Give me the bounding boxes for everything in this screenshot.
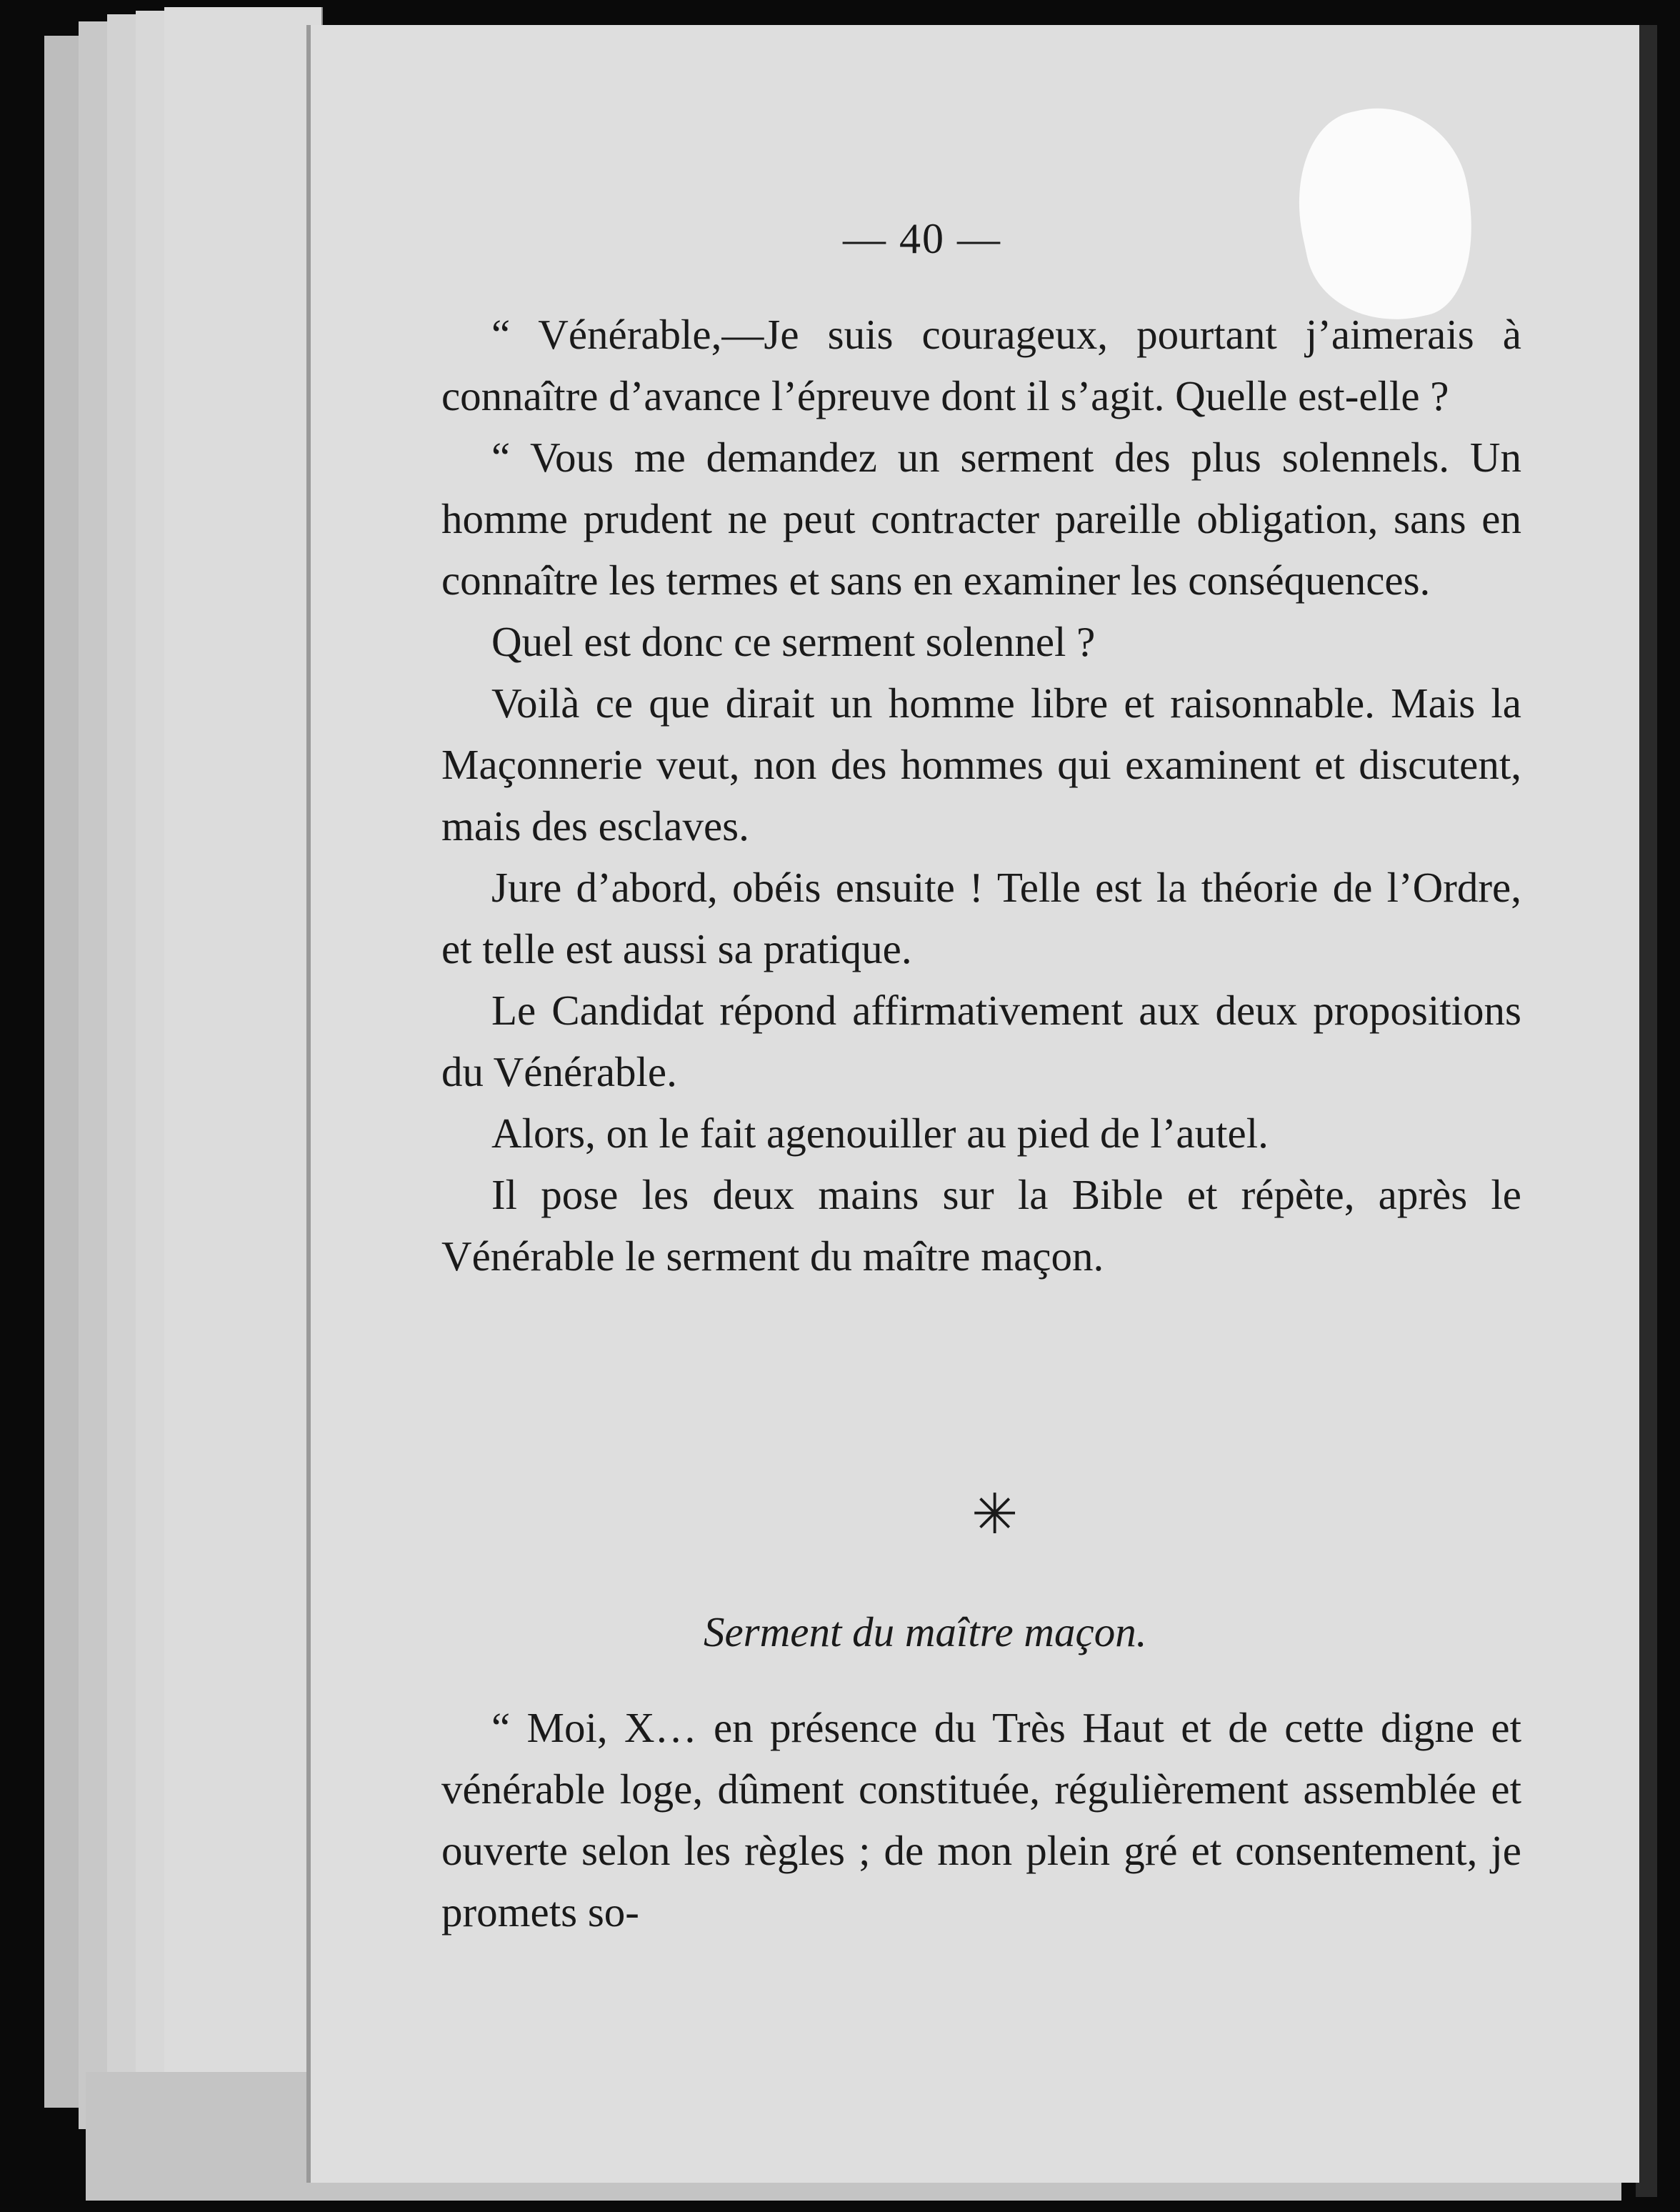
paragraph: Alors, on le fait agenouiller au pied de l’autel. (491, 1110, 1269, 1157)
page-number: — 40 — (843, 215, 1001, 262)
paragraph: Il pose les deux mains sur la Bible et répète, après le Vénérable le serment du maître maçon. (441, 1171, 1521, 1280)
paragraph: “ Moi, X… en présence du Très Haut et de cette digne et vénérable loge, dûment constituée, régulièrement assemblée et ouverte selon les règles ; de mon plein gré et consentement, je promets so- (441, 1704, 1521, 1936)
asterism-separator: ✳ (971, 1483, 1019, 1547)
body-text-bottom (441, 1697, 1521, 1943)
body-text-top (441, 304, 1521, 1287)
paragraph: “ Vénérable,—Je suis courageux, pourtant j’aimerais à connaître d’avance l’épreuve dont il s’agit. Quelle est-elle ? (441, 311, 1521, 419)
page-edge (164, 7, 323, 2172)
paragraph: Voilà ce que dirait un homme libre et raisonnable. Mais la Maçonnerie veut, non des hommes qui examinent et discutent, mais des esclaves. (441, 679, 1521, 850)
paragraph: Le Candidat répond affirmativement aux deux propositions du Vénérable. (441, 987, 1521, 1095)
section-title: Serment du maître maçon. (704, 1608, 1147, 1655)
paragraph: “ Vous me demandez un serment des plus solennels. Un homme prudent ne peut contracter pareille obligation, sans en connaître les termes et sans en examiner les conséquences. (441, 434, 1521, 604)
paragraph: Quel est donc ce serment solennel ? (491, 618, 1096, 665)
paragraph: Jure d’abord, obéis ensuite ! Telle est la théorie de l’Ordre, et telle est aussi sa pratique. (441, 864, 1521, 972)
